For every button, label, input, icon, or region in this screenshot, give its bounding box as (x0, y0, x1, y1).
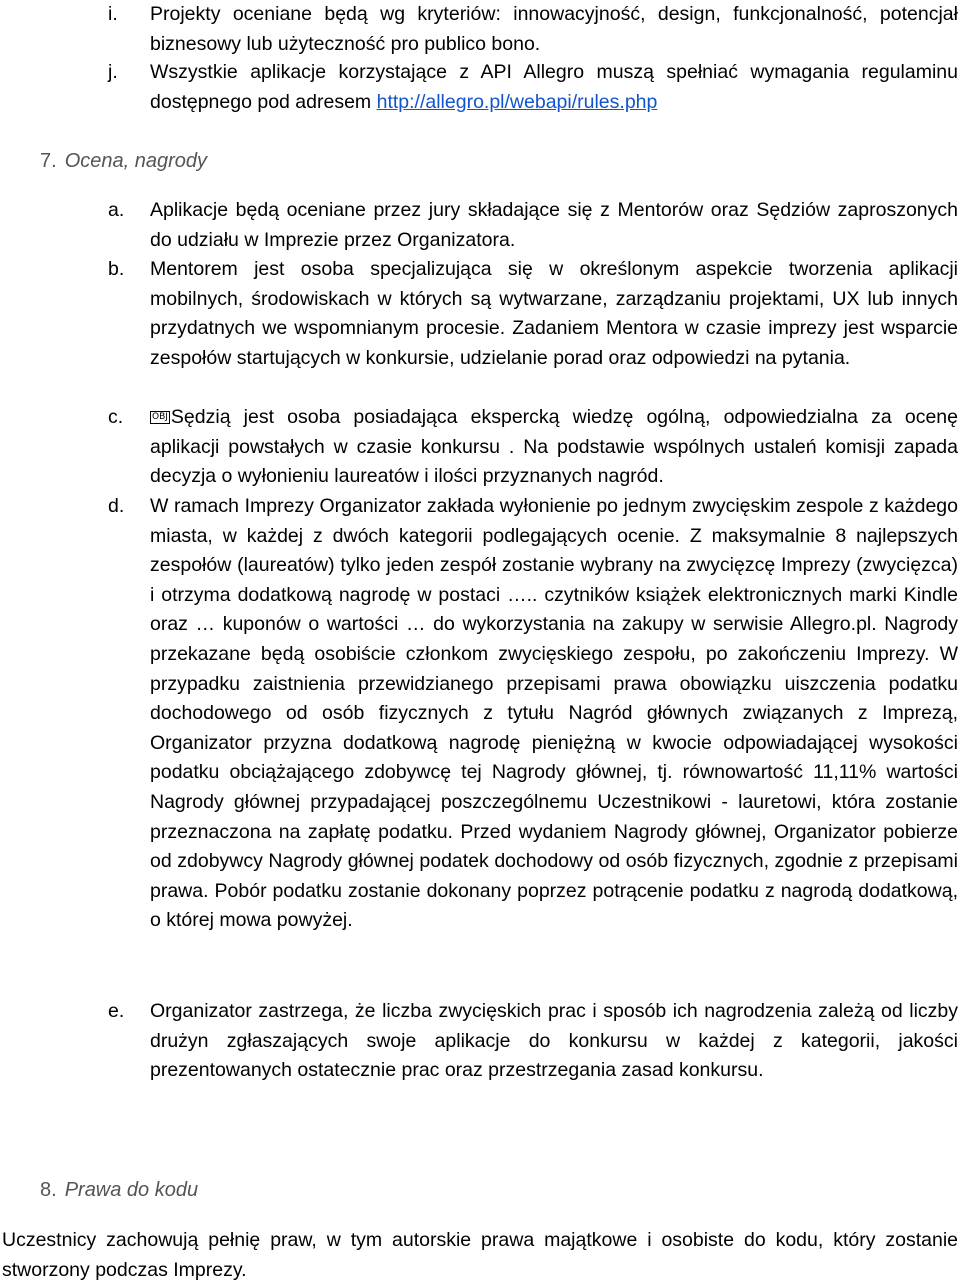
list-item-j (108, 58, 958, 117)
section-8-paragraph: Uczestnicy zachowują pełnię praw, w tym autorskie prawa majątkowe i osobiste do kodu, który zostanie stworzony podczas Imprezy. (2, 1229, 958, 1281)
list-item-text (150, 403, 958, 492)
list-marker: j. (108, 61, 118, 83)
section-8-heading (40, 1175, 198, 1205)
list-marker: d. (108, 495, 125, 517)
list-item-a (108, 196, 958, 255)
list-item-text: Aplikacje będą oceniane przez jury składające się z Mentorów oraz Sędziów zaproszonych do udziału w Imprezie przez Organizatora. (150, 199, 958, 251)
list-marker: c. (108, 406, 124, 428)
section-number: 7. (40, 150, 57, 172)
section-number: 8. (40, 1179, 57, 1201)
list-item-d (108, 492, 958, 936)
list-marker: i. (108, 3, 118, 25)
list-item-text (150, 58, 958, 117)
list-item-c (108, 403, 958, 492)
list-item-e (108, 997, 958, 1086)
list-item-text-body: Sędzią jest osoba posiadająca ekspercką wiedzę ogólną, odpowiedzialna za ocenę aplikacji powstałych w czasie konkursu . Na podstawie wspólnych ustaleń komisji zapada decyzja o wyłonieniu laureatów i ilości przyznanych nagród. (150, 406, 958, 488)
list-item-text: Projekty oceniane będą wg kryteriów: innowacyjność, design, funkcjonalność, potencjał biznesowy lub użyteczność pro publico bono. (150, 3, 958, 55)
list-marker: a. (108, 199, 125, 221)
list-item-i (108, 0, 958, 59)
section-title: Prawa do kodu (64, 1179, 199, 1201)
section-title: Ocena, nagrody (64, 150, 208, 172)
section-7-heading (40, 146, 207, 176)
list-item-text-body: Wszystkie aplikacje korzystające z API Allegro muszą spełniać wymagania regulaminu dostępnego pod adresem (150, 61, 958, 113)
object-placeholder-icon: OBJ (152, 412, 168, 422)
rules-link[interactable]: http://allegro.pl/webapi/rules.php (376, 90, 658, 113)
list-item-text: Organizator zastrzega, że liczba zwycięskich prac i sposób ich nagrodzenia zależą od liczby drużyn zgłaszających swoje aplikacje do konkursu w każdej z kategorii, jakości prezentowanych ostatecznie prac oraz przestrzegania zasad konkursu. (150, 1000, 958, 1082)
list-item-text: Mentorem jest osoba specjalizująca się w określonym aspekcie tworzenia aplikacji mobilnych, środowiskach w których są wytwarzane, zarządzaniu projektami, UX lub innych przydatnych we wspomnianym procesie. Zadaniem Mentora w czasie imprezy jest wsparcie zespołów startujących w konkursie, udzielanie porad oraz odpowiedzi na pytania. (150, 258, 958, 369)
list-item-text: W ramach Imprezy Organizator zakłada wyłonienie po jednym zwycięskim zespole z każdego miasta, w każdej z dwóch kategorii podlegających ocenie. Z maksymalnie 8 najlepszych zespołów (laureatów) tylko jeden zespół zostanie wybrany na zwycięzcę Imprezy (zwycięzca) i otrzyma dodatkową nagrodę w postaci ….. czytników książek elektronicznych marki Kindle oraz … kuponów o wartości … do wykorzystania na zakupy w serwisie Allegro.pl. Nagrody przekazane będą osobiście członkom zwycięskiego zespołu, po zakończeniu Imprezy. W przypadku zaistnienia przewidzianego przepisami prawa obowiązku uiszczenia podatku dochodowego od osób fizycznych z tytułu Nagród głównych związanych z Imprezą, Organizator przyzna dodatkową nagrodę pieniężną w kwocie odpowiadającej wysokości podatku obciążającego zdobywcę tej Nagrody głównej, tj. równowartość 11,11% wartości Nagrody głównej przypadającej poszczególnemu Uczestnikowi - lauretowi, która zostanie przeznaczona na zapłatę podatku. Przed wydaniem Nagrody głównej, Organizator pobierze od zdobywcy Nagrody głównej podatek dochodowy od osób fizycznych, zgodnie z przepisami prawa. Pobór podatku zostanie dokonany poprzez potrącenie podatku z nagrodą dodatkową, o której mowa powyżej. (150, 495, 958, 932)
list-marker: b. (108, 258, 125, 280)
list-item-b (108, 255, 958, 373)
list-marker: e. (108, 1000, 125, 1022)
